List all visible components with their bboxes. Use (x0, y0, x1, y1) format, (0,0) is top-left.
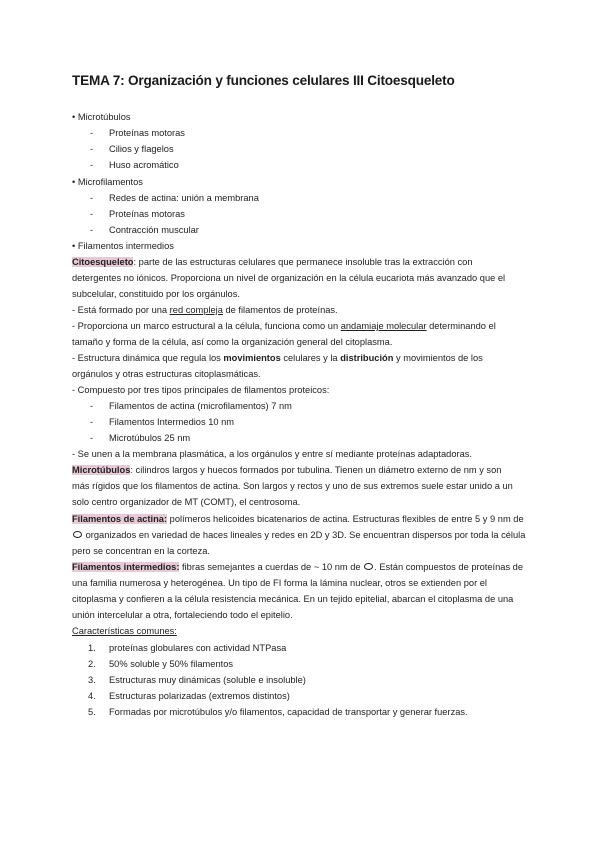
intermedios-line-2: una familia numerosa y heterogénea. Un tipo de FI forma la lámina nuclear, otros se extienden por el (72, 578, 487, 588)
citoesqueleto-line-1 (72, 255, 473, 271)
text: polímeros helicoides bicatenarios de actina. Estructuras flexibles de entre 5 y 9 nm de (167, 514, 524, 524)
term-citoesqueleto: Citoesqueleto (72, 257, 134, 267)
underlined-term: red compleja (169, 305, 223, 315)
list-item: Formadas por microtúbulos y/o filamentos, capacidad de transportar y generar fuerzas. (109, 707, 468, 717)
citoesqueleto-point-5: - Compuesto por tres tipos principales de filamentos proteicos: (72, 385, 330, 395)
actina-line-2 (72, 528, 525, 544)
text: celulares y la (280, 353, 341, 363)
bold-term: distribución (340, 353, 394, 363)
term-filamentos-actina: Filamentos de actina: (72, 514, 168, 524)
list-number: 1. (88, 643, 96, 653)
text: - Está formado por una (72, 305, 170, 315)
bullet-microfilamentos: • Microfilamentos (72, 177, 143, 187)
list-number: 4. (88, 691, 96, 701)
dash: - (90, 417, 94, 427)
list-item: Redes de actina: unión a membrana (109, 193, 259, 203)
actina-line-1 (72, 512, 524, 528)
intermedios-line-3: citoplasma y confieren a la célula resistencia mecánica. En un tejido epitelial, abarcan el citoplasma de una (72, 594, 514, 604)
list-item: Proteínas motoras (109, 209, 185, 219)
list-item: Cilios y flagelos (109, 144, 174, 154)
microtubulos-line-1 (72, 463, 501, 479)
list-item: 50% soluble y 50% filamentos (109, 659, 234, 669)
term-microtubulos: Microtúbulos (72, 465, 131, 475)
list-item: Contracción muscular (109, 225, 199, 235)
intermedios-line-4: unión intercelular a otra, fortaleciendo todo el epitelio. (72, 610, 293, 620)
microtubulos-line-3: solo centro organizador de MT (COMT), el centrosoma. (72, 497, 301, 507)
list-item: Microtúbulos 25 nm (109, 433, 191, 443)
citoesqueleto-point-6: - Se unen a la membrana plasmática, a los orgánulos y entre sí mediante proteínas adaptadoras. (72, 449, 472, 459)
text: - Estructura dinámica que regula los (72, 353, 224, 363)
diameter-icon (364, 563, 373, 570)
text: y movimientos de los (393, 353, 483, 363)
list-number: 2. (88, 659, 96, 669)
dash: - (90, 144, 94, 154)
list-number: 3. (88, 675, 96, 685)
dash: - (90, 209, 94, 219)
list-item: Filamentos de actina (microfilamentos) 7 nm (109, 401, 292, 411)
page-title: TEMA 7: Organización y funciones celulares III Citoesqueleto (72, 73, 455, 88)
list-item: Estructuras muy dinámicas (soluble e insoluble) (109, 675, 306, 685)
diameter-icon (73, 531, 82, 538)
text: determinando el (426, 321, 496, 331)
bullet-filamentos-intermedios: • Filamentos intermedios (72, 241, 174, 251)
text: organizados en variedad de haces lineales y redes en 2D y 3D. Se encuentran dispersos por toda la célula (83, 530, 526, 540)
bold-term: movimientos (223, 353, 281, 363)
dash: - (90, 128, 94, 138)
dash: - (90, 193, 94, 203)
citoesqueleto-point-4-cont: orgánulos y otras estructuras citoplasmáticas. (72, 369, 261, 379)
text: de filamentos de proteínas. (222, 305, 338, 315)
dash: - (90, 160, 94, 170)
actina-line-3: pero se concentran en la corteza. (72, 546, 210, 556)
citoesqueleto-point-4 (72, 351, 483, 367)
underlined-term: andamiaje molecular (340, 321, 427, 331)
microtubulos-line-2: más rígidos que los filamentos de actina. Son largos y rectos y uno de sus extremos suele estar unido a un (72, 481, 513, 491)
text: : cilindros largos y huecos formados por tubulina. Tienen un diámetro externo de nm y son (130, 465, 502, 475)
citoesqueleto-line-2: detergentes no iónicos. Proporciona un nivel de organización en la célula eucariota más avanzado que el (72, 273, 506, 283)
term-filamentos-intermedios: Filamentos intermedios: (72, 562, 180, 572)
text: - Proporciona un marco estructural a la célula, funciona como un (72, 321, 341, 331)
text: fibras semejantes a cuerdas de ~ 10 nm de (179, 562, 364, 572)
citoesqueleto-line-3: subcelular, constituido por los orgánulos. (72, 289, 240, 299)
list-number: 5. (88, 707, 96, 717)
list-item: Proteínas motoras (109, 128, 185, 138)
intermedios-line-1 (72, 560, 523, 576)
list-item: proteínas globulares con actividad NTPasa (109, 643, 287, 653)
list-item: Estructuras polarizadas (extremos distintos) (109, 691, 290, 701)
citoesqueleto-point-3-cont: tamaño y forma de la célula, así como la organización general del citoplasma. (72, 337, 393, 347)
text: . Están compuestos de proteínas de (374, 562, 524, 572)
dash: - (90, 401, 94, 411)
dash: - (90, 433, 94, 443)
list-item: Filamentos Intermedios 10 nm (109, 417, 235, 427)
citoesqueleto-point-3 (72, 319, 496, 335)
list-item: Huso acromático (109, 160, 179, 170)
bullet-microtubulos: • Microtúbulos (72, 112, 131, 122)
dash: - (90, 225, 94, 235)
citoesqueleto-point-2 (72, 303, 338, 319)
comunes-heading: Características comunes: (72, 626, 177, 636)
text: : parte de las estructuras celulares que permanece insoluble tras la extracción con (133, 257, 473, 267)
